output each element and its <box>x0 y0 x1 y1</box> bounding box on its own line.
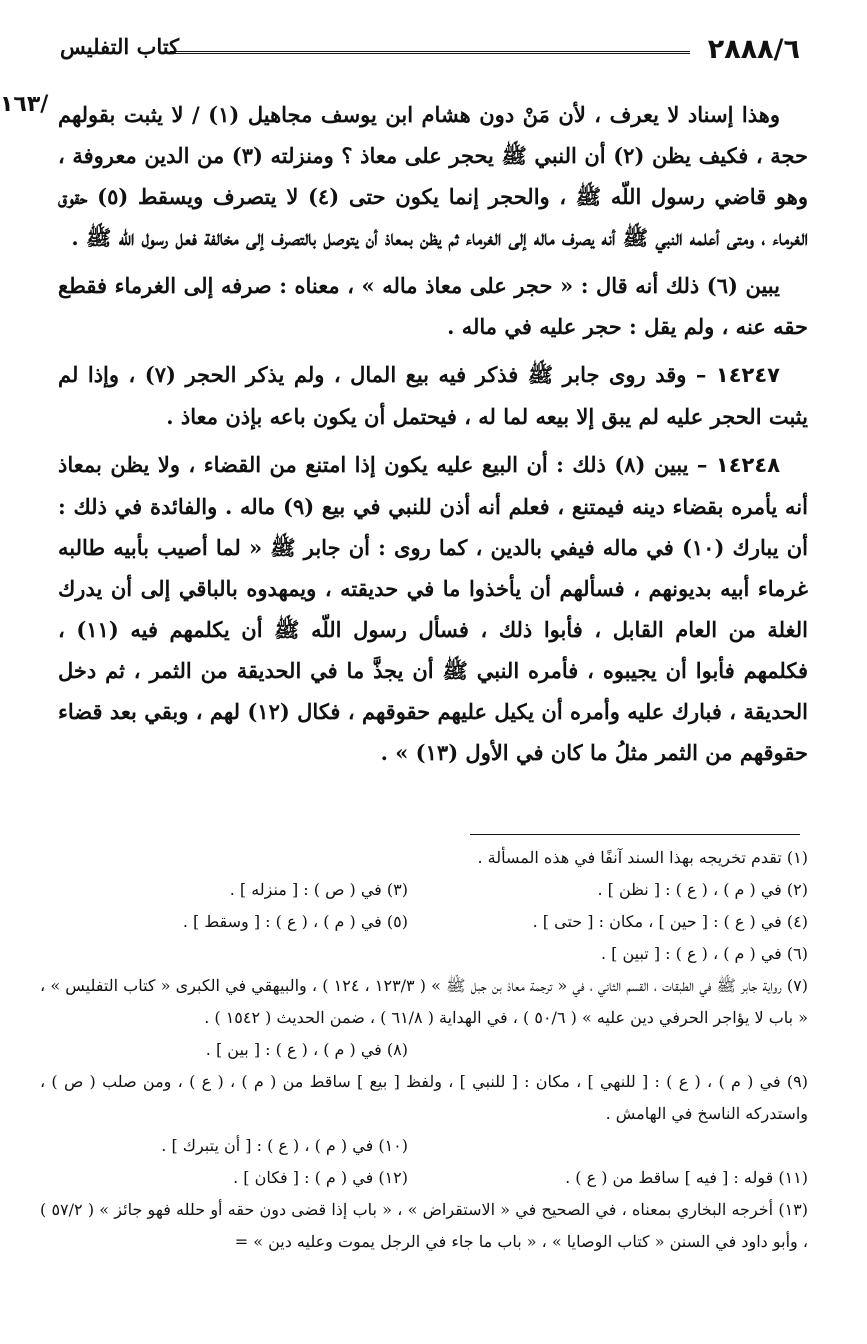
footnote: (١٠) في ( م ) ، ( ع ) : [ أن يتبرك ] . <box>161 1136 408 1155</box>
footnote-row <box>40 1034 808 1066</box>
footnote: (١) تقدم تخريجه بهذا السند آنفًا في هذه المسألة . <box>477 848 808 867</box>
footnote: (١٣) أخرجه البخاري بمعناه ، في الصحيح في « الاستقراض » ، « باب إذا قضى دون حقه أو حلله فهو جائز » ( ٥٧/٢ ) ، وأبو داود في السنن « كتاب الوصايا » ، « باب ما جاء في الرجل يموت وعليه دين » = <box>40 1200 808 1251</box>
footnote: (٦) في ( م ) ، ( ع ) : [ تبين ] . <box>600 944 808 963</box>
footnotes <box>40 842 808 1258</box>
paragraph-3-text: – وقد روى جابر ﷺ فذكر فيه بيع المال ، ولم يذكر الحجر (٧) ، وإذا لم يثبت الحجر عليه لم يبق إلا بيعه لما له ، فيحتمل أن يكون باعه بإذن معاذ . <box>58 362 808 429</box>
footnote: (٣) في ( ص ) : [ منزله ] . <box>229 880 408 899</box>
footnote: (٢) في ( م ) ، ( ع ) : [ نظن ] . <box>597 880 808 899</box>
running-header <box>60 30 800 66</box>
footnote: (٩) في ( م ) ، ( ع ) : [ للنهي ] ، مكان : [ للنبي ] ، ولفظ [ بيع ] ساقط من ( م ) ، ( ع ) ، ومن صلب ( ص ) ، واستدركه الناسخ في الهامش . <box>40 1072 808 1123</box>
main-text <box>58 94 808 780</box>
footnote: (٤) في ( ع ) : [ حين ] ، مكان : [ حتى ] . <box>532 912 808 931</box>
footnote-row <box>40 874 808 906</box>
paragraph-1: وهذا إسناد لا يعرف ، لأن مَنْ دون هشام ابن يوسف مجاهيل (١) / لا يثبت بقولهم حجة ، فكيف يظن (٢) أن النبي ﷺ يحجر على معاذ ؟ ومنزلته (٣) من الدين معروفة ، وهو قاضي رسول اللّه ﷺ ، والحجر إنما يكون حتى (٤) لا يتصرف ويسقط (٥) حقوق الغرماء ، ومتى أعلمه النبي ﷺ أنه يصرف ماله إلى الغرماء ثم يظن بمعاذ أن يتوصل بالتصرف إلى مخالفة فعل رسول اللّه ﷺ . <box>58 102 808 250</box>
footnote-row <box>40 906 808 938</box>
chapter-title: كتاب التفليس <box>60 34 180 59</box>
page-number: ٢٨٨٨/٦ <box>707 34 800 65</box>
issue-number: ١٤٢٤٨ <box>715 453 781 477</box>
footnote: (٥) في ( م ) ، ( ع ) : [ وسقط ] . <box>182 912 408 931</box>
footnote: (١٢) في ( م ) : [ فكان ] . <box>233 1168 408 1187</box>
footnote: (٧) رواية جابر ﷺ في الطبقات ، القسم الثاني ، في « ترجمة معاذ بن جبل ﷺ » ( ١٢٣/٣ ، ١٢٤ ) ، والبيهقي في الكبرى « كتاب التفليس » ، « باب لا يؤاجر الحرفي دين عليه » ( ٥٠/٦ ) ، في الهداية ( ٦١/٨ ) ، ضمن الحديث ( ١٥٤٢ ) . <box>40 976 809 1027</box>
footnote: (١١) قوله : [ فيه ] ساقط من ( ع ) . <box>565 1168 808 1187</box>
paragraph-3 <box>58 354 808 437</box>
paragraph-4-text: – يبين (٨) ذلك : أن البيع عليه يكون إذا امتنع من القضاء ، ولا يظن بمعاذ أنه يأمره بقضاء دينه فيمتنع ، فعلم أنه أذن للنبي في بيع (٩) ماله . والفائدة في ذلك : أن يبارك (١٠) في ماله فيفي بالدين ، كما روى : أن جابر ﷺ « لما أصيب بأبيه طالبه غرماء أبيه بديونهم ، فسألهم أن يأخذوا ما في حديقته ، ويمهدوه بالباقي إلى أن يدرك الغلة من العام القابل ، فأبوا ذلك ، فسأل رسول اللّه ﷺ أن يكلمهم فيه (١١) ، فكلمهم فأبوا أن يجيبوه ، فأمره النبي ﷺ أن يجذَّ ما في الحديقة من الثمر ، ثم دخل الحديقة ، فبارك عليه وأمره أن يكيل عليهم حقوقهم ، فكال (١٢) لهم ، وبقي بعد قضاء حقوقهم من الثمر مثلُ ما كان في الأول (١٣) » . <box>58 452 808 765</box>
issue-number: ١٤٢٤٧ <box>715 363 780 387</box>
footnote-separator <box>470 834 800 835</box>
paragraph-2: يبين (٦) ذلك أنه قال : « حجر على معاذ ماله » ، معناه : صرفه إلى الغرماء فقطع حقه عنه ، ولم يقل : حجر عليه في ماله . <box>58 273 808 339</box>
footnote-row <box>40 1162 808 1194</box>
header-double-rule <box>170 51 690 57</box>
footnote: (٨) في ( م ) ، ( ع ) : [ بين ] . <box>205 1040 408 1059</box>
footnote-row <box>40 1130 808 1162</box>
paragraph-4 <box>58 444 808 773</box>
margin-reference: ١٦٣/ <box>0 92 49 117</box>
